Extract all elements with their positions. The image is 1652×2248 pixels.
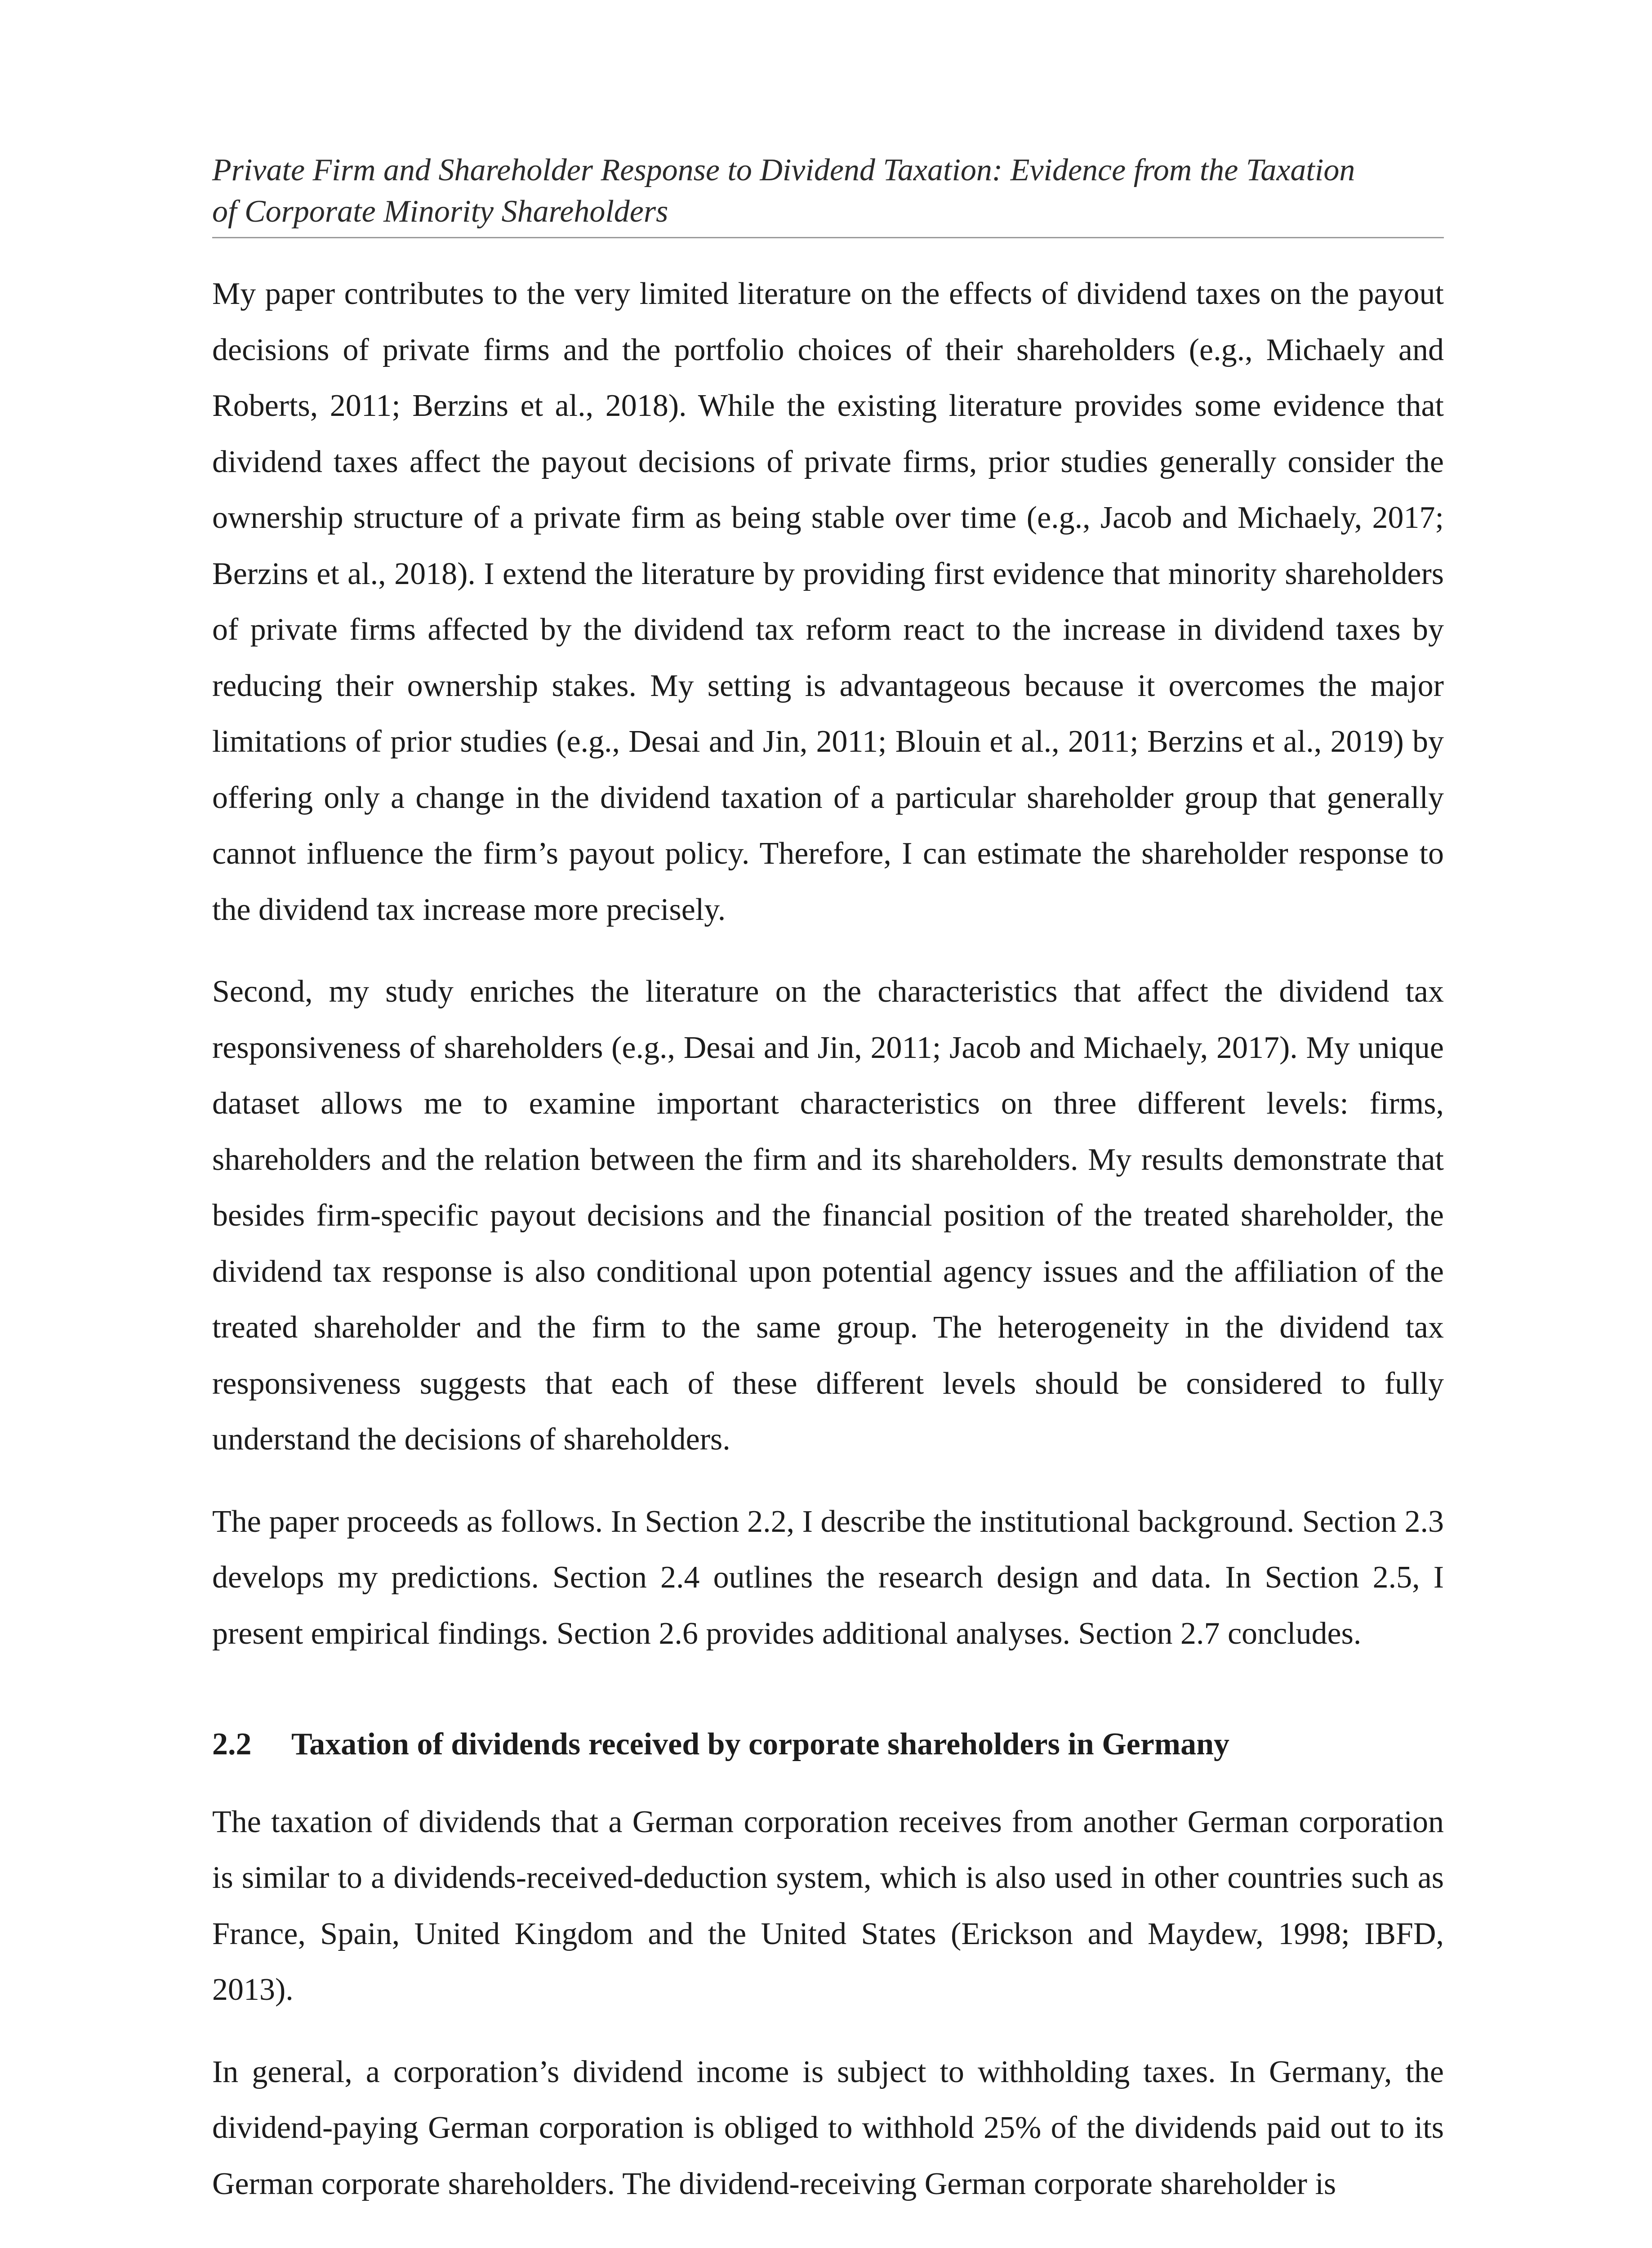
paragraph-contribution-1: My paper contributes to the very limited literature on the effects of dividend taxes on the payout decisions of private firms and the portfolio choices of their shareholders (e.g., Michaely and Roberts, 2011; Berzins et al., 2018). While the existing literature provides some evidence that dividend taxes affect the payout decisions of private firms, prior studies generally consider the ownership structure of a private firm as being stable over time (e.g., Jacob and Michaely, 2017; Berzins et al., 2018). I extend the literature by providing first evidence that minority shareholders of private firms affected by the dividend tax reform react to the increase in dividend taxes by reducing their ownership stakes. My setting is advantageous because it overcomes the major limitations of prior studies (e.g., Desai and Jin, 2011; Blouin et al., 2011; Berzins et al., 2019) by offering only a change in the dividend taxation of a particular shareholder group that generally cannot influence the firm’s payout policy. Therefore, I can estimate the shareholder response to the dividend tax increase more precisely. [212, 277, 1444, 927]
running-header [212, 150, 1444, 232]
section-number: 2.2 [212, 1727, 252, 1762]
running-header-line-1: Private Firm and Shareholder Response to Dividend Taxation: Evidence from the Taxation [212, 153, 1355, 187]
section-heading [212, 1717, 1444, 1773]
paragraph-contribution-2: Second, my study enriches the literature on the characteristics that affect the dividend tax responsiveness of shareholders (e.g., Desai and Jin, 2011; Jacob and Michaely, 2017). My unique dataset allows me to examine important characteristics on three different levels: firms, shareholders and the relation between the firm and its shareholders. My results demonstrate that besides firm-specific payout decisions and the financial position of the treated shareholder, the dividend tax response is also conditional upon potential agency issues and the affiliation of the treated shareholder and the firm to the same group. The heterogeneity in the dividend tax responsiveness suggests that each of these different levels should be considered to fully understand the decisions of shareholders. [212, 974, 1444, 1457]
section-title: Taxation of dividends received by corporate shareholders in Germany [291, 1727, 1230, 1762]
paragraph-outline: The paper proceeds as follows. In Section 2.2, I describe the institutional background. Section 2.3 develops my predictions. Section 2.4 outlines the research design and data. In Section 2.5, I present empirical findings. Section 2.6 provides additional analyses. Section 2.7 concludes. [212, 1504, 1444, 1651]
paragraph-taxation-system: The taxation of dividends that a German corporation receives from another German corporation is similar to a dividends-received-deduction system, which is also used in other countries such as France, Spain, United Kingdom and the United States (Erickson and Maydew, 1998; IBFD, 2013). [212, 1804, 1444, 2007]
running-header-line-2: of Corporate Minority Shareholders [212, 194, 668, 229]
body-text [212, 266, 1444, 2212]
header-divider [212, 237, 1444, 238]
paragraph-withholding-tax: In general, a corporation’s dividend income is subject to withholding taxes. In Germany, the dividend-paying German corporation is obliged to withhold 25% of the dividends paid out to its German corporate shareholders. The dividend-receiving German corporate shareholder is [212, 2054, 1444, 2201]
